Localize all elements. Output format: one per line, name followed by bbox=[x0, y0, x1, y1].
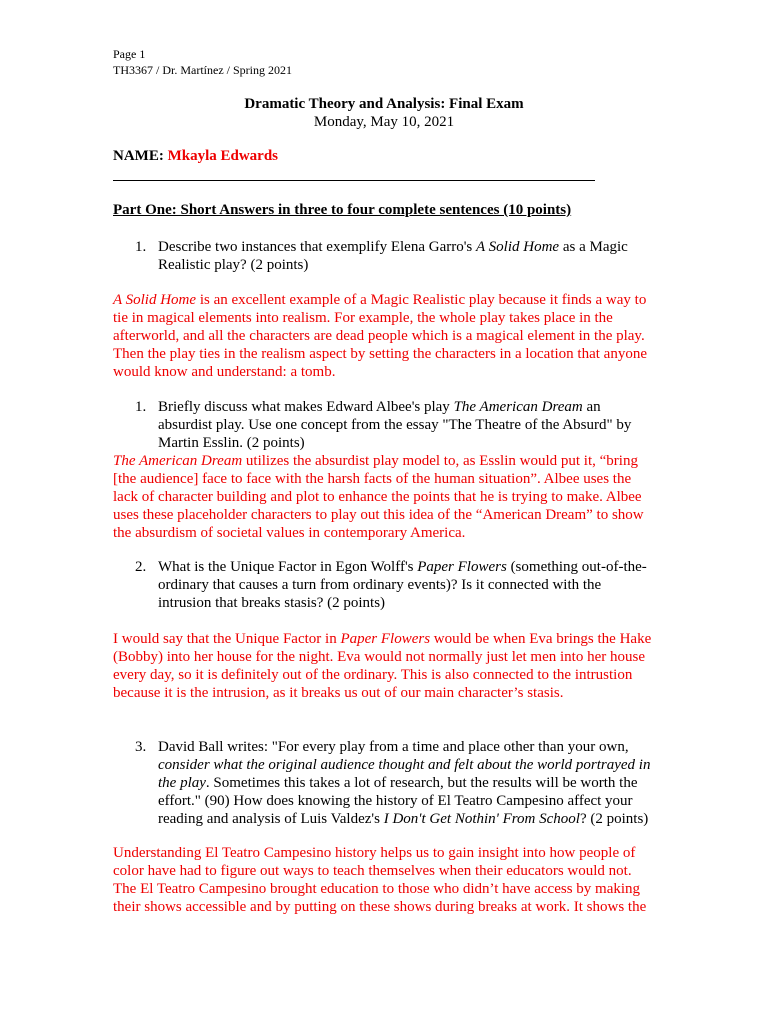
question-text: What is the Unique Factor in Egon Wolff's Paper Flowers (something out-of-the-ordinary that causes a turn from ordinary events)? Is it connected with the intrusion that breaks stasis? (2 points) bbox=[158, 559, 647, 611]
question-number: 1. bbox=[135, 399, 147, 415]
question-number: 3. bbox=[135, 739, 147, 755]
answer-3: I would say that the Unique Factor in Paper Flowers would be when Eva brings the Hake (Bobby) into her house for the night. Eva would not normally just let men into her house every day, so it is definitely out of the ordinary. This is also connected to the intrustion because it is the intrusion, as it breaks us out of our main character’s stasis. bbox=[113, 631, 652, 701]
question-text: David Ball writes: "For every play from a time and place other than your own, consider what the original audience thought and felt about the world portrayed in the play. Sometimes this takes a lot of research, but the results will be worth the effort." (90) How does knowing the history of El Teatro Campesino affect your reading and analysis of Luis Valdez's I Don't Get Nothin' From School? (2 points) bbox=[158, 739, 651, 827]
question-2 bbox=[135, 398, 655, 452]
exam-title: Dramatic Theory and Analysis: Final Exam bbox=[244, 96, 524, 112]
question-text: Describe two instances that exemplify Elena Garro's A Solid Home as a Magic Realistic play? (2 points) bbox=[158, 239, 628, 273]
name-label: NAME: bbox=[113, 148, 164, 164]
question-4 bbox=[135, 738, 655, 828]
exam-date: Monday, May 10, 2021 bbox=[313, 114, 455, 130]
question-1 bbox=[135, 238, 655, 274]
course-line: TH3367 / Dr. Martínez / Spring 2021 bbox=[113, 63, 292, 77]
answer-2: The American Dream utilizes the absurdist play model to, as Esslin would put it, “bring [the audience] face to face with the harsh facts of the human situation”. Albee uses the lack of character building and plot to enhance the points that he is trying to make. Albee uses these placeholder characters to play out this idea of the “American Dream” to show the absurdism of societal values in contemporary America. bbox=[113, 453, 644, 541]
page-number: Page 1 bbox=[113, 47, 146, 61]
question-3 bbox=[135, 558, 655, 612]
part-one-heading: Part One: Short Answers in three to four complete sentences (10 points) bbox=[113, 202, 572, 218]
question-number: 1. bbox=[135, 239, 147, 255]
answer-4: Understanding El Teatro Campesino history helps us to gain insight into how people of color have had to figure out ways to teach themselves when their educators would not. The El Teatro Campesino brought education to those who didn’t have access by making their shows accessible and by putting on these shows during breaks at work. It shows the bbox=[113, 845, 647, 915]
name-underline bbox=[113, 180, 595, 181]
answer-1: A Solid Home is an excellent example of a Magic Realistic play because it finds a way to tie in magical elements into realism. For example, the whole play takes place in the afterworld, and all the characters are dead people which is a magical element in the play. Then the play ties in the realism aspect by setting the characters in a location that anyone would know and understand: a tomb. bbox=[113, 292, 647, 380]
name-line bbox=[113, 148, 278, 165]
student-name: Mkayla Edwards bbox=[167, 148, 279, 164]
question-text: Briefly discuss what makes Edward Albee's play The American Dream an absurdist play. Use one concept from the essay "The Theatre of the Absurd" by Martin Esslin. (2 points) bbox=[158, 399, 632, 451]
question-number: 2. bbox=[135, 559, 147, 575]
